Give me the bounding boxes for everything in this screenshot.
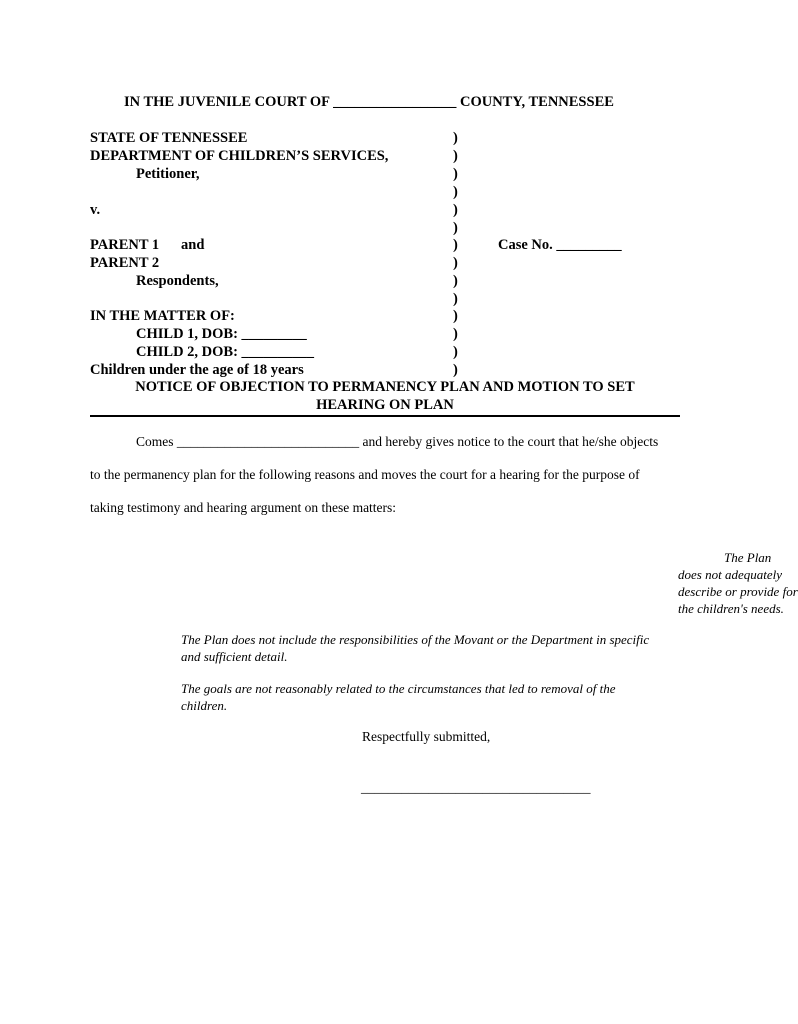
- respectfully-submitted: Respectfully submitted,: [362, 729, 491, 744]
- respondent-and: and: [181, 237, 205, 253]
- body-line-1: Comes ___________________________ and hereby gives notice to the court that he/she objects: [136, 434, 659, 449]
- caption-paren: ): [453, 291, 458, 307]
- court-heading: IN THE JUVENILE COURT OF _________________ COUNTY, TENNESSEE: [124, 94, 614, 110]
- versus-label: v.: [90, 202, 101, 218]
- objection-item-3: The goals are not reasonably related to the circumstances that led to removal of the children.: [181, 681, 616, 713]
- caption-paren: ): [453, 326, 458, 342]
- caption-paren: ): [453, 202, 458, 218]
- caption-paren: ): [453, 166, 458, 182]
- caption-paren: ): [453, 308, 458, 324]
- child-1-dob: CHILD 1, DOB: _________: [136, 326, 307, 342]
- children-age-note: Children under the age of 18 years: [90, 362, 304, 378]
- respondent-role: Respondents,: [136, 273, 219, 289]
- petitioner-state: STATE OF TENNESSEE: [90, 130, 248, 146]
- caption-paren: ): [453, 273, 458, 289]
- body-line-2: to the permanency plan for the following reasons and moves the court for a hearing for the purpose of: [90, 467, 640, 482]
- document-title-line-2: HEARING ON PLAN: [316, 397, 454, 413]
- respondent-parent-1: PARENT 1: [90, 237, 160, 253]
- caption-paren: ): [453, 255, 458, 271]
- child-2-dob: CHILD 2, DOB: __________: [136, 344, 315, 360]
- caption-paren: ): [453, 184, 458, 200]
- objection-item-1: The Plan does not adequately describe or provide for the children's needs.: [678, 550, 798, 616]
- caption-paren: ): [453, 130, 458, 146]
- body-line-3: taking testimony and hearing argument on these matters:: [90, 500, 397, 515]
- caption-paren: ): [453, 362, 458, 378]
- document-title-line-1: NOTICE OF OBJECTION TO PERMANENCY PLAN AND MOTION TO SET: [135, 379, 635, 395]
- petitioner-role: Petitioner,: [136, 166, 200, 182]
- signature-line[interactable]: __________________________________: [361, 780, 591, 795]
- caption-paren: ): [453, 344, 458, 360]
- petitioner-department: DEPARTMENT OF CHILDREN’S SERVICES,: [90, 148, 389, 164]
- respondent-parent-2: PARENT 2: [90, 255, 160, 271]
- caption-paren: ): [453, 148, 458, 164]
- matter-of-label: IN THE MATTER OF:: [90, 308, 235, 324]
- title-rule: [90, 415, 680, 417]
- caption-paren: ): [453, 237, 458, 253]
- objection-item-2: The Plan does not include the responsibilities of the Movant or the Department in specific and sufficient detail.: [181, 632, 650, 664]
- caption-paren: ): [453, 220, 458, 236]
- case-number: Case No. _________: [498, 237, 622, 253]
